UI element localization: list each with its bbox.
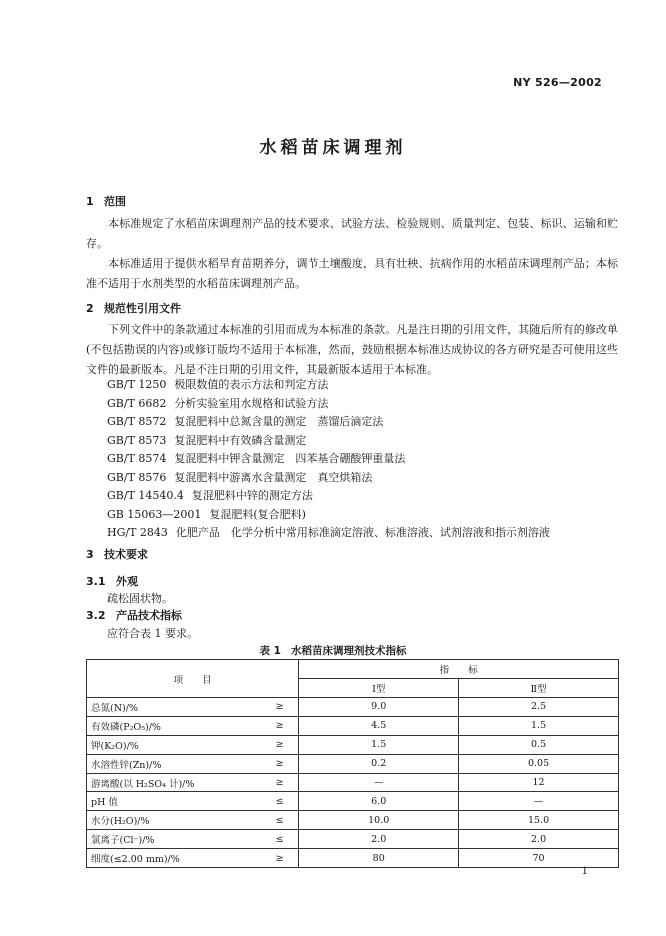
- reference-item: [107, 450, 550, 469]
- row-name: 水分(H₂O)/%: [87, 811, 262, 830]
- reference-text: 分析实验室用水规格和试验方法: [174, 396, 329, 410]
- section-number: 3: [86, 548, 94, 561]
- row-value-type-2: 12: [459, 773, 619, 792]
- table-caption-title: 水稻苗床调理剂技术指标: [290, 645, 407, 657]
- subsection-number: 3.1: [86, 575, 106, 588]
- row-name: 水溶性锌(Zn)/%: [87, 754, 262, 773]
- reference-item: [107, 506, 550, 525]
- section-1-heading: [86, 193, 126, 209]
- reference-text: 复混肥料中游离水含量测定 真空烘箱法: [174, 470, 373, 484]
- reference-item: [107, 524, 550, 543]
- row-value-type-1: 4.5: [299, 716, 459, 735]
- section-2-heading: [86, 300, 181, 316]
- header-index: 指 标: [299, 660, 619, 679]
- row-name: 细度(≤2.00 mm)/%: [87, 849, 262, 868]
- row-name: 钾(K₂O)/%: [87, 735, 262, 754]
- reference-text: 复混肥料(复合肥料): [209, 507, 306, 521]
- row-value-type-1: 2.0: [299, 830, 459, 849]
- reference-code: GB/T 1250: [107, 378, 167, 391]
- row-value-type-2: 0.5: [459, 735, 619, 754]
- reference-text: 化肥产品 化学分析中常用标准滴定溶液、标准溶液、试剂溶液和指示剂溶液: [175, 526, 550, 539]
- subsection-3-1-heading: [86, 573, 138, 589]
- document-title: 水稻苗床调理剂: [259, 138, 407, 158]
- table-row: [87, 792, 619, 811]
- section-3-heading: [86, 546, 148, 562]
- reference-item: [107, 413, 550, 432]
- reference-code: GB/T 8574: [107, 452, 167, 465]
- table-row: [87, 735, 619, 754]
- row-comparator: ≥: [261, 773, 299, 792]
- reference-code: GB/T 8572: [107, 415, 167, 428]
- scope-paragraph-1: 本标准规定了水稻苗床调理剂产品的技术要求、试验方法、检验规则、质量判定、包装、标识、运输和贮存。: [86, 217, 618, 250]
- reference-text: 复混肥料中有效磷含量测定: [174, 433, 307, 447]
- reference-code: GB/T 6682: [107, 396, 167, 410]
- reference-text: 复混肥料中钾含量测定 四苯基合硼酸钾重量法: [174, 452, 406, 465]
- row-comparator: ≥: [261, 698, 299, 717]
- table-row: [87, 811, 619, 830]
- reference-text: 复混肥料中总氮含量的测定 蒸馏后滴定法: [174, 415, 384, 428]
- row-comparator: ≥: [261, 754, 299, 773]
- subsection-3-2-heading: [86, 607, 182, 623]
- table-row: [87, 830, 619, 849]
- row-name: pH 值: [87, 792, 262, 811]
- row-value-type-1: 80: [299, 849, 459, 868]
- row-comparator: ≥: [261, 849, 299, 868]
- row-value-type-2: 15.0: [459, 811, 619, 830]
- standard-code: NY 526—2002: [513, 76, 602, 89]
- table-caption: [0, 643, 666, 658]
- row-value-type-2: 1.5: [459, 716, 619, 735]
- section-title: 规范性引用文件: [104, 302, 181, 315]
- reference-code: GB 15063—2001: [107, 507, 202, 521]
- appearance-text: 疏松固状物。: [107, 592, 173, 605]
- row-value-type-1: —: [299, 773, 459, 792]
- reference-code: GB/T 8573: [107, 433, 167, 447]
- reference-item: [107, 376, 550, 395]
- reference-text: 复混肥料中锌的测定方法: [191, 489, 313, 502]
- row-value-type-2: 2.5: [459, 698, 619, 717]
- row-value-type-2: 0.05: [459, 754, 619, 773]
- reference-item: [107, 469, 550, 488]
- section-number: 1: [86, 195, 94, 208]
- spec-requirement-text: 应符合表 1 要求。: [107, 627, 198, 640]
- row-name: 总氮(N)/%: [87, 698, 262, 717]
- row-value-type-1: 10.0: [299, 811, 459, 830]
- row-comparator: ≤: [261, 811, 299, 830]
- row-name: 氯离子(Cl⁻)/%: [87, 830, 262, 849]
- reference-code: HG/T 2843: [107, 526, 168, 539]
- table-row: [87, 754, 619, 773]
- reference-item: [107, 432, 550, 451]
- row-value-type-1: 1.5: [299, 735, 459, 754]
- row-value-type-2: 70: [459, 849, 619, 868]
- subsection-title: 外观: [116, 575, 138, 588]
- row-comparator: ≥: [261, 735, 299, 754]
- reference-code: GB/T 8576: [107, 470, 167, 484]
- table-row: [87, 849, 619, 868]
- reference-item: [107, 487, 550, 506]
- table-caption-label: 表 1: [259, 645, 281, 657]
- row-value-type-2: 2.0: [459, 830, 619, 849]
- row-value-type-1: 6.0: [299, 792, 459, 811]
- row-value-type-1: 9.0: [299, 698, 459, 717]
- references-intro: 下列文件中的条款通过本标准的引用而成为本标准的条款。凡是注日期的引用文件，其随后所有的修改单(不包括勘误的内容)或修订版均不适用于本标准，然而，鼓励根据本标准达成协议的各方研究是否可使用这些文件的最新版本。凡是不注日期的引用文件，其最新版本适用于本标准。: [86, 323, 618, 376]
- reference-code: GB/T 14540.4: [107, 489, 184, 502]
- row-comparator: ≥: [261, 716, 299, 735]
- row-comparator: ≤: [261, 830, 299, 849]
- scope-paragraph-2: 本标准适用于提供水稻旱育苗期养分，调节土壤酸度，具有壮秧、抗病作用的水稻苗床调理剂产品；本标准不适用于水剂类型的水稻苗床调理剂产品。: [86, 257, 618, 290]
- subsection-title: 产品技术指标: [116, 609, 182, 622]
- row-name: 游离酸(以 H₂SO₄ 计)/%: [87, 773, 262, 792]
- table-row: [87, 716, 619, 735]
- table-row: [87, 773, 619, 792]
- header-type-2: Ⅱ型: [459, 679, 619, 698]
- row-comparator: ≤: [261, 792, 299, 811]
- subsection-number: 3.2: [86, 609, 106, 622]
- reference-text: 极限数值的表示方法和判定方法: [174, 378, 329, 391]
- row-value-type-1: 0.2: [299, 754, 459, 773]
- page-number: 1: [581, 866, 588, 877]
- section-title: 范围: [104, 195, 126, 208]
- spec-table: [86, 659, 619, 868]
- table-row: [87, 698, 619, 717]
- header-item: 项 目: [87, 660, 299, 698]
- row-name: 有效磷(P₂O₅)/%: [87, 716, 262, 735]
- section-title: 技术要求: [104, 548, 148, 561]
- section-number: 2: [86, 302, 94, 315]
- reference-list: [107, 376, 550, 543]
- reference-item: [107, 395, 550, 414]
- row-value-type-2: —: [459, 792, 619, 811]
- header-type-1: Ⅰ型: [299, 679, 459, 698]
